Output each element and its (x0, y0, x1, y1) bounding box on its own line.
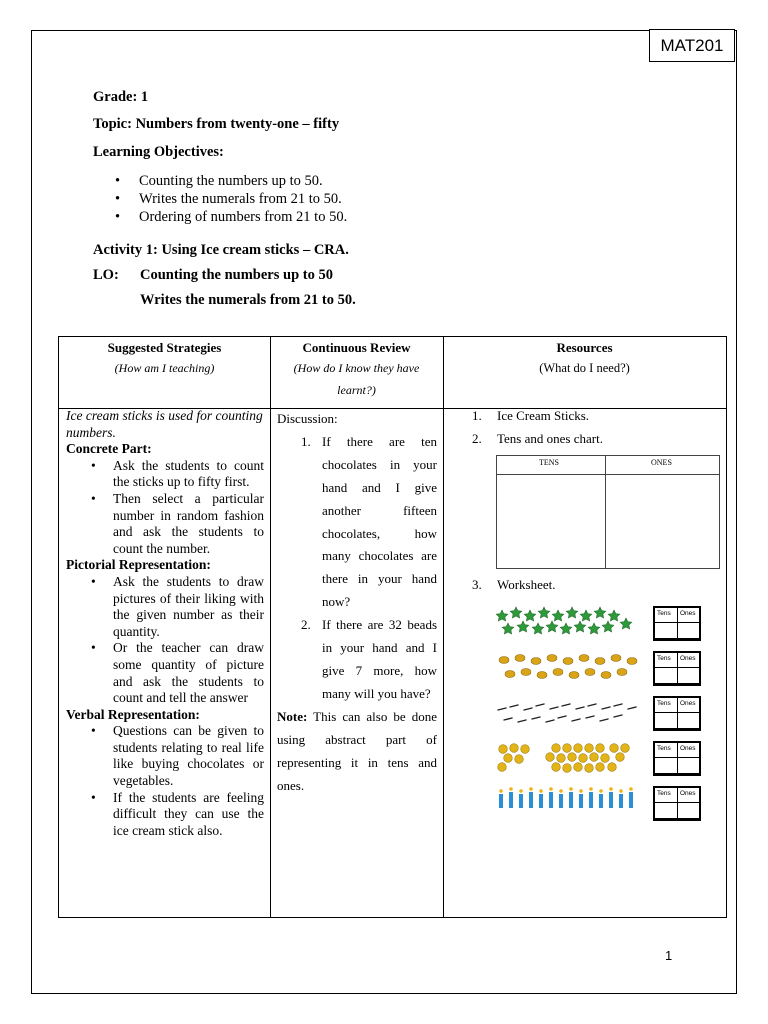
lo-line-1 (93, 267, 333, 284)
resource-number: 1. (472, 408, 482, 423)
header-review (270, 337, 443, 408)
mini-tens-ones-box: Tens Ones (653, 606, 701, 641)
resource-text: Worksheet. (497, 577, 556, 592)
worksheet-candles-image (496, 786, 646, 826)
list-item: • Questions can be given to students relating to real life like buying chocolates or vegetables. (66, 723, 264, 789)
resource-text: Ice Cream Sticks. (497, 408, 590, 423)
header-resources (443, 337, 726, 408)
pictorial-list (66, 574, 264, 707)
mini-tens-ones-box: Tens Ones (653, 651, 701, 686)
lesson-table (58, 336, 727, 918)
verbal-list (66, 723, 264, 839)
mini-tens-ones-box: Tens Ones (653, 786, 701, 821)
objectives-heading: Learning Objectives: (93, 144, 224, 160)
review-cell (277, 408, 437, 797)
grade-heading: Grade: 1 (93, 89, 149, 105)
question-number: 2. (301, 617, 311, 633)
resource-number: 3. (472, 577, 482, 592)
question-text: If there are ten chocolates in your hand and I give another fifteen chocolates, how many chocolates are there in your hand now? (322, 433, 437, 610)
column-divider (443, 337, 444, 917)
chart-ones-label: ONES (651, 458, 672, 467)
concrete-heading: Concrete Part: (66, 441, 152, 457)
mini-tens-ones-box: Tens Ones (653, 696, 701, 731)
lo-label: LO: (93, 267, 119, 283)
objective-item: • Writes the numerals from 21 to 50. (115, 190, 347, 208)
objectives-list (115, 172, 347, 226)
mini-tens-ones-box: Tens Ones (653, 741, 701, 776)
header-title: Resources (556, 340, 613, 355)
header-strategies (59, 337, 270, 408)
pictorial-heading: Pictorial Representation: (66, 557, 211, 573)
resource-item (472, 577, 556, 593)
question-item (277, 614, 437, 706)
resource-text: Tens and ones chart. (497, 431, 603, 446)
list-item: • Then select a particular number in random fashion and ask the students to count the number. (66, 491, 264, 557)
objective-item: • Counting the numbers up to 50. (115, 172, 347, 190)
list-item: • Or the teacher can draw some quantity of picture and ask the students to count and tell the answer (66, 640, 264, 706)
list-item: • Ask the students to count the sticks up to fifty first. (66, 458, 264, 491)
list-item: • If the students are feeling difficult they can use the ice cream stick also. (66, 790, 264, 840)
question-number: 1. (301, 433, 311, 449)
worksheet-stars-image (496, 604, 646, 644)
page-number: 1 (665, 948, 673, 963)
concrete-list (66, 458, 264, 558)
worksheet-snails-image (496, 650, 646, 690)
header-subtitle: (What do I need?) (539, 361, 630, 375)
chart-tens-label: TENS (539, 458, 559, 467)
note-label: Note: (277, 708, 308, 724)
lo-text: Counting the numbers up to 50 (140, 267, 333, 283)
course-code-box: MAT201 (649, 29, 735, 62)
activity-heading: Activity 1: Using Ice cream sticks – CRA. (93, 242, 349, 258)
verbal-heading: Verbal Representation: (66, 706, 200, 722)
tens-ones-chart (496, 455, 720, 569)
header-subtitle: (How do I know they have learnt?) (293, 361, 420, 397)
worksheet-ants-image (496, 696, 646, 736)
column-divider (270, 337, 271, 917)
header-subtitle: (How am I teaching) (114, 361, 215, 375)
worksheet-dots-image (496, 741, 646, 781)
note-text: This can also be done using abstract part of representing it in tens and ones. (277, 708, 438, 793)
discussion-label: Discussion: (277, 411, 338, 426)
header-title: Continuous Review (302, 340, 411, 355)
resource-item (472, 408, 589, 424)
strategies-intro: Ice cream sticks is used for counting numbers. (66, 408, 263, 440)
resource-item (472, 431, 603, 447)
resource-number: 2. (472, 431, 482, 446)
list-item: • Ask the students to draw pictures of their liking with the given number as their quantity. (66, 574, 264, 640)
header-title: Suggested Strategies (107, 340, 222, 355)
review-note (277, 706, 437, 798)
question-item (277, 431, 437, 614)
question-text: If there are 32 beads in your hand and I give 7 more, how many will you have? (322, 617, 437, 701)
objective-item: • Ordering of numbers from 21 to 50. (115, 208, 347, 226)
strategies-cell (66, 408, 264, 839)
topic-heading: Topic: Numbers from twenty-one – fifty (93, 116, 340, 132)
lo-line-2: Writes the numerals from 21 to 50. (140, 292, 356, 308)
